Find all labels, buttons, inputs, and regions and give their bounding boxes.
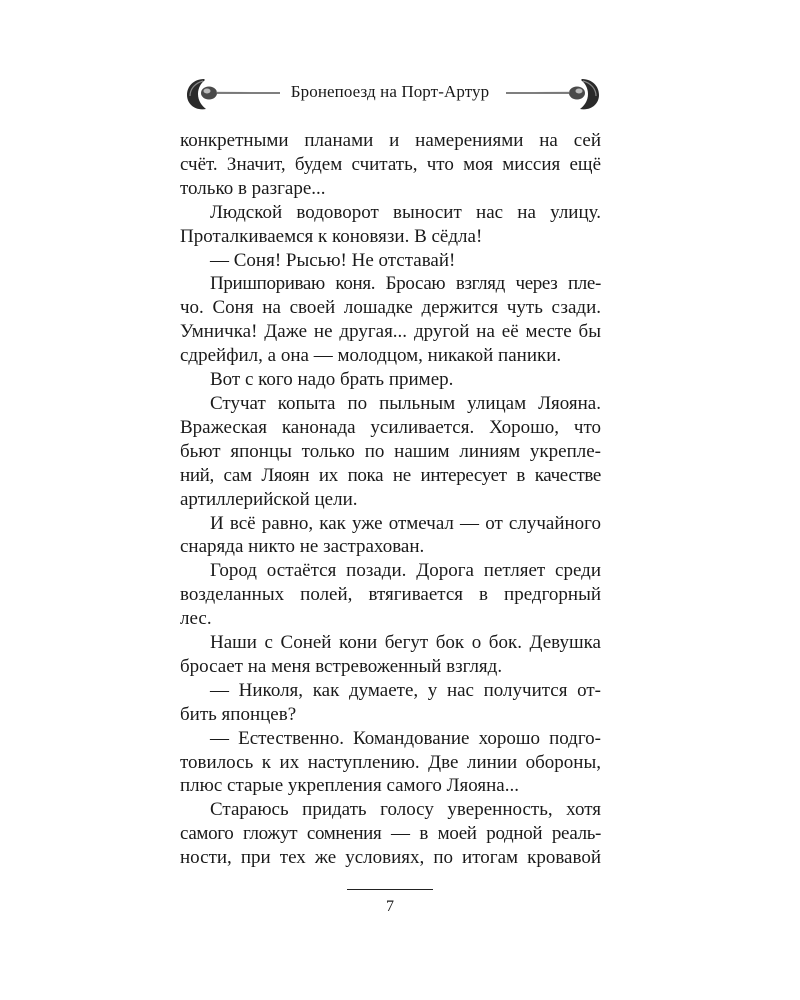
text-line: Людской водоворот выносит нас на улицу. — [210, 201, 601, 223]
text-line: И всё равно, как уже отмечал — от случайного — [210, 512, 601, 534]
text-line: бьют японцы только по нашим линиям укрепле- — [180, 440, 601, 462]
text-line: лес. — [180, 608, 212, 630]
text-line: плюс старые укрепления самого Ляояна... — [180, 775, 519, 797]
text-line: снаряда никто не застрахован. — [180, 536, 425, 558]
text-line: ний, сам Ляоян их пока не интересует в качестве — [180, 464, 601, 486]
right-ornament-icon — [504, 68, 604, 118]
text-line: бросает на меня встревоженный взгляд. — [180, 655, 503, 677]
text-line: сдрейфил, а она — молодцом, никакой паники. — [180, 345, 562, 367]
text-line: конкретными планами и намерениями на сей — [180, 130, 601, 151]
text-line: Пришпориваю коня. Бросаю взгляд через пле- — [210, 273, 601, 295]
page-number: 7 — [386, 898, 394, 915]
text-line: возделанных полей, втягивается в предгорный — [180, 584, 601, 606]
text-line: Вот с кого надо брать пример. — [210, 369, 454, 391]
text-line: ности, при тех же условиях, по итогам кровавой — [180, 847, 601, 869]
text-line: самого гложут сомнения — в моей родной реаль- — [180, 823, 601, 845]
text-line: Наши с Соней кони бегут бок о бок. Девушка — [210, 632, 601, 654]
text-line: бить японцев? — [180, 703, 297, 725]
text-line: Умничка! Даже не другая... другой на её месте бы — [180, 321, 601, 343]
text-line: только в разгаре... — [180, 177, 326, 199]
text-line: Стучат копыта по пыльным улицам Ляояна. — [210, 392, 601, 414]
text-line: — Соня! Рысью! Не отставай! — [210, 249, 456, 271]
body-text — [180, 129, 601, 870]
running-head — [180, 68, 600, 118]
text-line: Вражеская канонада усиливается. Хорошо, что — [180, 416, 601, 438]
text-line: счёт. Значит, будем считать, что моя миссия ещё — [180, 153, 601, 175]
footer-rule — [347, 889, 433, 890]
text-line: Стараюсь придать голосу уверенность, хотя — [210, 799, 601, 821]
text-line: — Естественно. Командование хорошо подго- — [210, 727, 601, 749]
text-line: Проталкиваемся к коновязи. В сёдла! — [180, 225, 483, 247]
text-line: товилось к их наступлению. Две линии обороны, — [180, 751, 601, 773]
text-line: Город остаётся позади. Дорога петляет среди — [210, 560, 601, 582]
text-line: чо. Соня на своей лошадке держится чуть сзади. — [180, 297, 601, 319]
running-head-title: Бронепоезд на Порт-Артур — [290, 82, 490, 101]
text-line: — Николя, как думаете, у нас получится от- — [210, 679, 601, 701]
text-line: артиллерийской цели. — [180, 488, 358, 510]
